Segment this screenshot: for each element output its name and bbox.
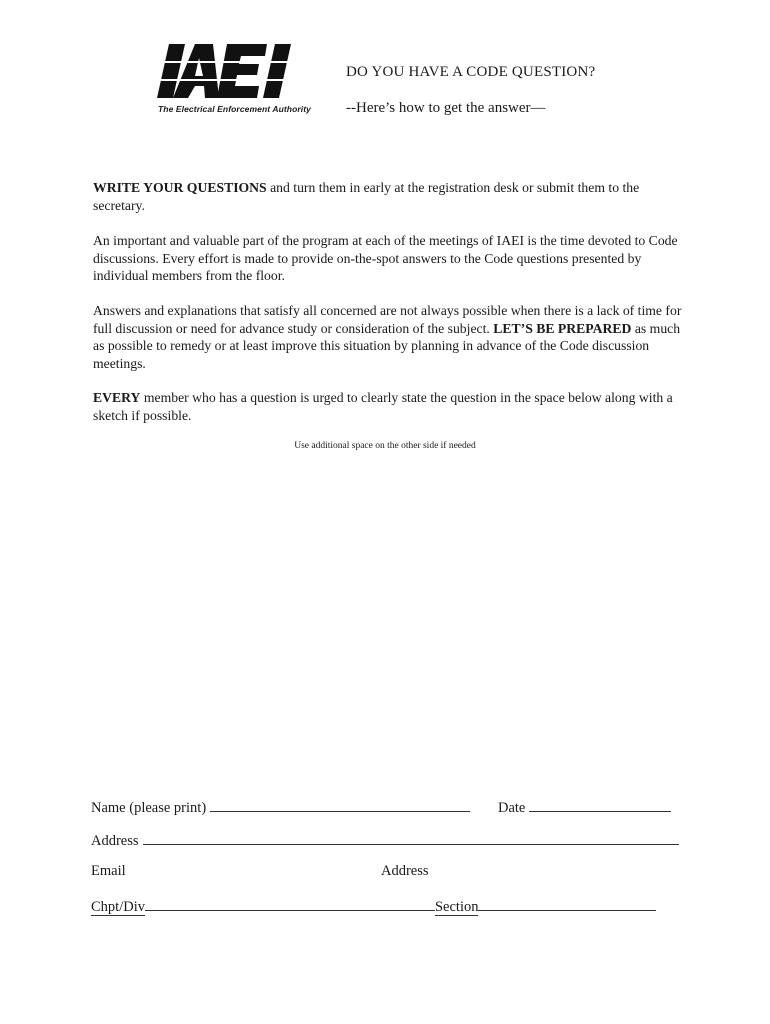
date-label: Date [498, 800, 526, 816]
name-field[interactable] [210, 797, 470, 812]
write-questions-text: and turn them in early at the registration desk or submit them to the secretary. [93, 180, 640, 213]
logo-tagline: The Electrical Enforcement Authority [158, 104, 312, 114]
paragraph-every [93, 389, 693, 424]
address2-field-row [381, 863, 429, 880]
write-questions-bold: WRITE YOUR QUESTIONS [93, 180, 267, 195]
address-label: Address [91, 833, 139, 849]
every-bold: EVERY [93, 390, 141, 405]
section-field[interactable] [478, 896, 656, 911]
paragraph-important [93, 232, 693, 285]
page-subtitle: --Here’s how to get the answer— [346, 100, 546, 116]
lets-be-prepared-bold: LET’S BE PREPARED [493, 320, 632, 336]
email-field-row [91, 863, 126, 880]
date-field-row [498, 797, 671, 817]
paragraph-write-questions [93, 179, 693, 214]
answers-text-b: as much as possible to remedy or at least improve this situation by planning in advance of the Code discussion meetings. [93, 320, 681, 371]
chpt-field-row [91, 896, 656, 916]
address-field-row [91, 830, 679, 850]
important-text: An important and valuable part of the program at each of the meetings of IAEI is the time devoted to Code discussions. Every effort is made to provide on-the-spot answers to the Code questions presented by individual members from the floor. [93, 233, 678, 283]
address-field[interactable] [143, 830, 679, 845]
additional-space-note: Use additional space on the other side if needed [294, 441, 476, 451]
answers-text-a: Answers and explanations that satisfy all concerned are not always possible when there is a lack of time for full discussion or need for advance study or consideration of the subject. [93, 303, 682, 336]
every-text: member who has a question is urged to clearly state the question in the space below along with a sketch if possible. [93, 390, 673, 423]
page-title: DO YOU HAVE A CODE QUESTION? [346, 64, 596, 80]
name-label: Name (please print) [91, 800, 207, 816]
paragraph-answers [93, 302, 693, 372]
email-label: Email [91, 863, 126, 879]
address2-label: Address [381, 863, 429, 879]
name-field-row [91, 797, 470, 817]
chpt-label: Chpt/Div [91, 899, 145, 915]
section-label: Section [434, 899, 479, 915]
date-field[interactable] [529, 797, 671, 812]
chpt-field[interactable] [145, 896, 435, 911]
